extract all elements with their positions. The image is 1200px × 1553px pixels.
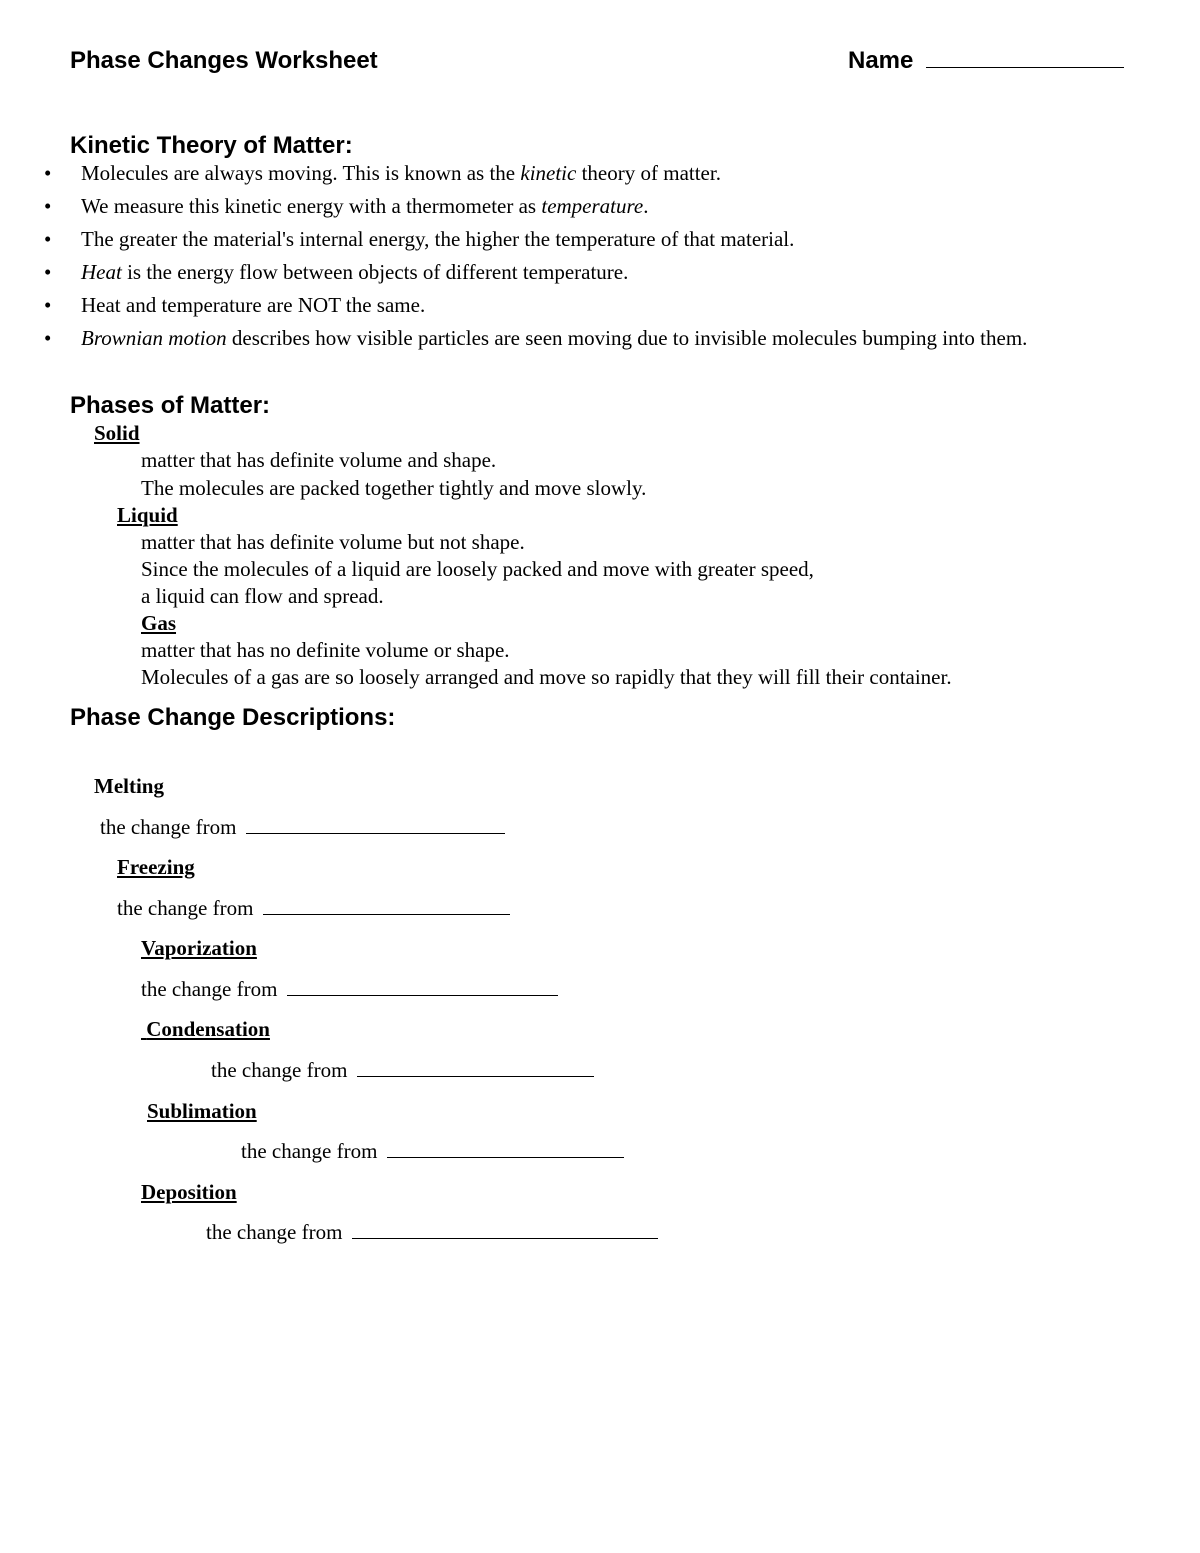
freezing-blank[interactable] xyxy=(263,913,510,915)
list-item xyxy=(0,292,1101,319)
bullet-emphasis: temperature xyxy=(541,194,644,218)
name-blank[interactable] xyxy=(926,66,1124,68)
solid-description: The molecules are packed together tightly and move slowly. xyxy=(141,476,647,500)
change-prompt: the change from xyxy=(141,977,278,1001)
list-item xyxy=(0,193,1101,220)
bullet-emphasis: Brownian motion xyxy=(81,326,227,350)
condensation-label: Condensation xyxy=(146,1017,270,1041)
change-prompt: the change from xyxy=(241,1139,378,1163)
freezing-label: Freezing xyxy=(117,855,195,879)
bullet-icon: • xyxy=(44,194,52,218)
bullet-icon: • xyxy=(44,227,52,251)
melting-answer-line[interactable] xyxy=(100,815,505,840)
condensation-blank[interactable] xyxy=(357,1075,594,1077)
name-label: Name xyxy=(848,47,914,74)
vaporization-blank[interactable] xyxy=(287,994,558,996)
bullet-text: Molecules are always moving. This is known as the xyxy=(81,161,521,185)
bullet-icon: • xyxy=(44,293,52,317)
sublimation-answer-line[interactable] xyxy=(241,1139,624,1164)
bullet-emphasis: Heat xyxy=(81,260,122,284)
bullet-text: We measure this kinetic energy with a thermometer as xyxy=(81,194,542,218)
melting-label: Melting xyxy=(94,774,164,798)
bullet-icon: • xyxy=(44,326,52,350)
solid-label: Solid xyxy=(94,421,140,445)
bullet-icon: • xyxy=(44,161,52,185)
liquid-definition: matter that has definite volume but not shape. xyxy=(141,530,525,554)
liquid-description: Since the molecules of a liquid are loosely packed and move with greater speed, xyxy=(141,557,814,581)
bullet-emphasis: kinetic xyxy=(520,161,577,185)
bullet-text: describes how visible particles are seen moving due to invisible molecules bumping into them. xyxy=(226,326,1028,350)
changes-heading: Phase Change Descriptions: xyxy=(70,704,396,731)
bullet-text: theory of matter. xyxy=(576,161,721,185)
list-item xyxy=(0,160,1101,187)
change-prompt: the change from xyxy=(117,896,254,920)
bullet-text: Heat and temperature are NOT the same. xyxy=(81,293,426,317)
phases-heading: Phases of Matter: xyxy=(70,392,271,419)
sublimation-blank[interactable] xyxy=(387,1156,624,1158)
list-item xyxy=(0,226,1101,253)
change-prompt: the change from xyxy=(211,1058,348,1082)
freezing-answer-line[interactable] xyxy=(117,896,510,921)
worksheet-title: Phase Changes Worksheet xyxy=(70,47,378,74)
liquid-description-continued: a liquid can flow and spread. xyxy=(141,584,384,608)
vaporization-answer-line[interactable] xyxy=(141,977,558,1002)
melting-blank[interactable] xyxy=(246,832,505,834)
gas-label: Gas xyxy=(141,611,177,635)
bullet-text: . xyxy=(643,194,649,218)
change-prompt: the change from xyxy=(206,1220,343,1244)
list-item xyxy=(0,259,1101,286)
condensation-answer-line[interactable] xyxy=(211,1058,594,1083)
sublimation-label: Sublimation xyxy=(147,1099,257,1123)
name-field[interactable] xyxy=(848,47,1124,75)
deposition-answer-line[interactable] xyxy=(206,1220,658,1245)
deposition-label: Deposition xyxy=(141,1180,237,1204)
vaporization-label: Vaporization xyxy=(141,936,257,960)
list-item xyxy=(0,325,1101,352)
bullet-text: The greater the material's internal energy, the higher the temperature of that material. xyxy=(81,227,795,251)
kinetic-heading: Kinetic Theory of Matter: xyxy=(70,132,353,159)
gas-description: Molecules of a gas are so loosely arranged and move so rapidly that they will fill their container. xyxy=(141,665,952,689)
kinetic-bullet-list xyxy=(0,160,1200,358)
bullet-icon: • xyxy=(44,260,52,284)
deposition-blank[interactable] xyxy=(352,1237,658,1239)
change-prompt: the change from xyxy=(100,815,237,839)
liquid-label: Liquid xyxy=(117,503,178,527)
solid-definition: matter that has definite volume and shape. xyxy=(141,448,497,472)
gas-definition: matter that has no definite volume or shape. xyxy=(141,638,510,662)
bullet-text: is the energy flow between objects of different temperature. xyxy=(121,260,629,284)
